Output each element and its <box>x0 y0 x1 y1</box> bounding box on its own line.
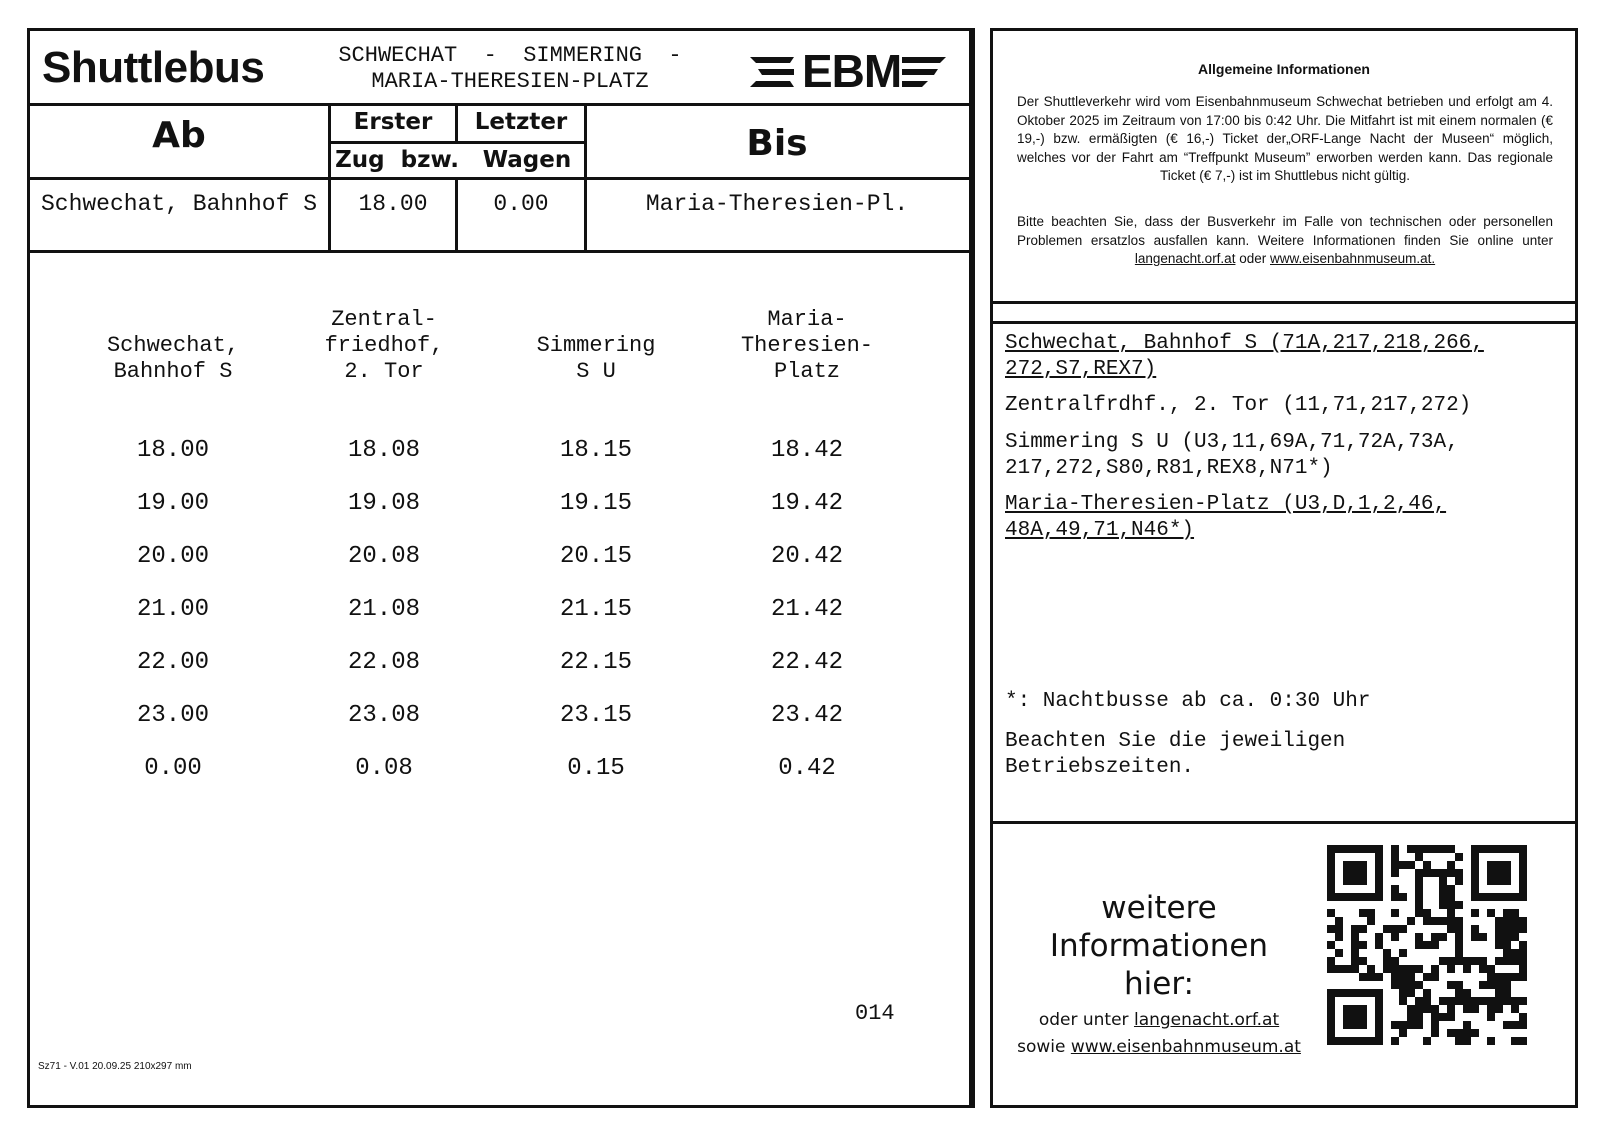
departure-time: 22.15 <box>559 649 632 676</box>
eisenbahnmuseum-link-bottom[interactable]: www.eisenbahnmuseum.at <box>1070 1037 1301 1057</box>
departure-time: 21.08 <box>347 596 420 623</box>
zug-header: Zug bzw. <box>335 147 459 173</box>
column-header-schwechat: Schwechat, Bahnhof S <box>106 333 240 384</box>
operating-hours-note: Beachten Sie die jeweiligen Betriebszeiten. <box>1005 730 1346 779</box>
departure-time: 20.15 <box>559 543 632 570</box>
departure-time: 21.42 <box>770 596 843 623</box>
departure-time: 18.42 <box>770 437 843 464</box>
more-info-line-4: sowie www.eisenbahnmuseum.at <box>1017 1037 1301 1057</box>
column-header-maria-theresien-platz: Maria- Theresien- Platz <box>740 307 874 384</box>
eisenbahnmuseum-link[interactable]: www.eisenbahnmuseum.at. <box>1270 251 1436 266</box>
timetable-panel <box>27 28 972 1108</box>
summary-from: Schwechat, Bahnhof S <box>40 191 318 217</box>
stop-schwechat: Schwechat, Bahnhof S (71A,217,218,266, 272,S7,REX7) <box>1005 332 1484 381</box>
more-info-line-1: weitere <box>1101 890 1217 926</box>
qr-code-icon[interactable] <box>1327 845 1527 1045</box>
summary-to: Maria-Theresien-Pl. <box>645 191 909 217</box>
page-number: 014 <box>855 1001 895 1026</box>
summary-last: 0.00 <box>493 191 549 217</box>
info-paragraph-1: Der Shuttleverkehr wird vom Eisenbahnmuseum Schwechat betrieben und erfolgt am 4. Oktober 2025 im Zeitraum von 17:00 bis 0:42 Uhr. Die Mitfahrt ist mit einem normalen (€ 19,-) bzw. ermäßigten (€ 16,-) Ticket der„ORF-Lange Nacht der Museen“ möglich, welches vor der Fahrt am “Treffpunkt Museum” erworben werden kann. Das regionale Ticket (€ 7,-) ist im Shuttlebus nicht gültig. <box>1017 94 1553 183</box>
night-bus-note: *: Nachtbusse ab ca. 0:30 Uhr <box>1005 690 1371 713</box>
departure-time: 23.15 <box>559 702 632 729</box>
departure-time: 19.00 <box>136 490 209 517</box>
stop-maria-theresien-platz: Maria-Theresien-Platz (U3,D,1,2,46, 48A,49,71,N46*) <box>1005 493 1447 542</box>
departure-time: 0.15 <box>567 755 625 782</box>
departure-time: 21.15 <box>559 596 632 623</box>
info-panel <box>990 28 1578 1108</box>
bis-header: Bis <box>746 123 808 164</box>
departure-time: 19.15 <box>559 490 632 517</box>
erster-header: Erster <box>353 109 433 135</box>
info-paragraph-2: Bitte beachten Sie, dass der Busverkehr im Falle von technischen oder personellen Problemen ersatzlos ausfallen kann. Weitere Informationen finden Sie online unter langenacht.orf.at oder www.eisenbahnmuseum.at. <box>1017 214 1553 266</box>
departure-time: 20.08 <box>347 543 420 570</box>
departure-time: 0.00 <box>144 755 202 782</box>
column-header-simmering: Simmering S U <box>536 333 656 384</box>
departure-time: 18.00 <box>136 437 209 464</box>
ebm-logo-text: EBM <box>802 45 902 97</box>
wagen-header: Wagen <box>482 147 572 173</box>
version-footer: Sz71 - V.01 20.09.25 210x297 mm <box>38 1061 192 1072</box>
route-line-1: SCHWECHAT - SIMMERING - <box>338 43 682 68</box>
column-header-zentralfriedhof: Zentral- friedhof, 2. Tor <box>324 307 444 384</box>
summary-first: 18.00 <box>358 191 428 217</box>
more-info-line-3: oder unter langenacht.orf.at <box>1038 1010 1280 1030</box>
route-line-2: MARIA-THERESIEN-PLATZ <box>371 69 649 94</box>
langenacht-link[interactable]: langenacht.orf.at <box>1134 251 1236 266</box>
departure-time: 23.00 <box>136 702 209 729</box>
more-info-block <box>1013 889 1305 1061</box>
ebm-logo <box>750 47 950 95</box>
route-title <box>310 43 710 95</box>
langenacht-link-bottom[interactable]: langenacht.orf.at <box>1133 1010 1280 1030</box>
stop-simmering: Simmering S U (U3,11,69A,71,72A,73A, 217,272,S80,R81,REX8,N71*) <box>1005 431 1459 480</box>
ab-header: Ab <box>152 115 206 156</box>
departure-time: 19.08 <box>347 490 420 517</box>
departure-time: 20.42 <box>770 543 843 570</box>
departure-time: 23.08 <box>347 702 420 729</box>
departure-time: 21.00 <box>136 596 209 623</box>
departure-time: 22.00 <box>136 649 209 676</box>
departure-time: 23.42 <box>770 702 843 729</box>
letzter-header: Letzter <box>474 109 568 135</box>
departure-time: 18.08 <box>347 437 420 464</box>
stop-zentralfriedhof: Zentralfrdhf., 2. Tor (11,71,217,272) <box>1005 394 1472 417</box>
info-title: Allgemeine Informationen <box>1198 61 1370 77</box>
departure-time: 0.42 <box>778 755 836 782</box>
departure-time: 0.08 <box>355 755 413 782</box>
departure-time: 18.15 <box>559 437 632 464</box>
shuttlebus-title: Shuttlebus <box>42 43 265 92</box>
departure-time: 19.42 <box>770 490 843 517</box>
departure-time: 22.42 <box>770 649 843 676</box>
more-info-line-2: Informationen hier: <box>1049 928 1269 1002</box>
departure-time: 20.00 <box>136 543 209 570</box>
departure-time: 22.08 <box>347 649 420 676</box>
